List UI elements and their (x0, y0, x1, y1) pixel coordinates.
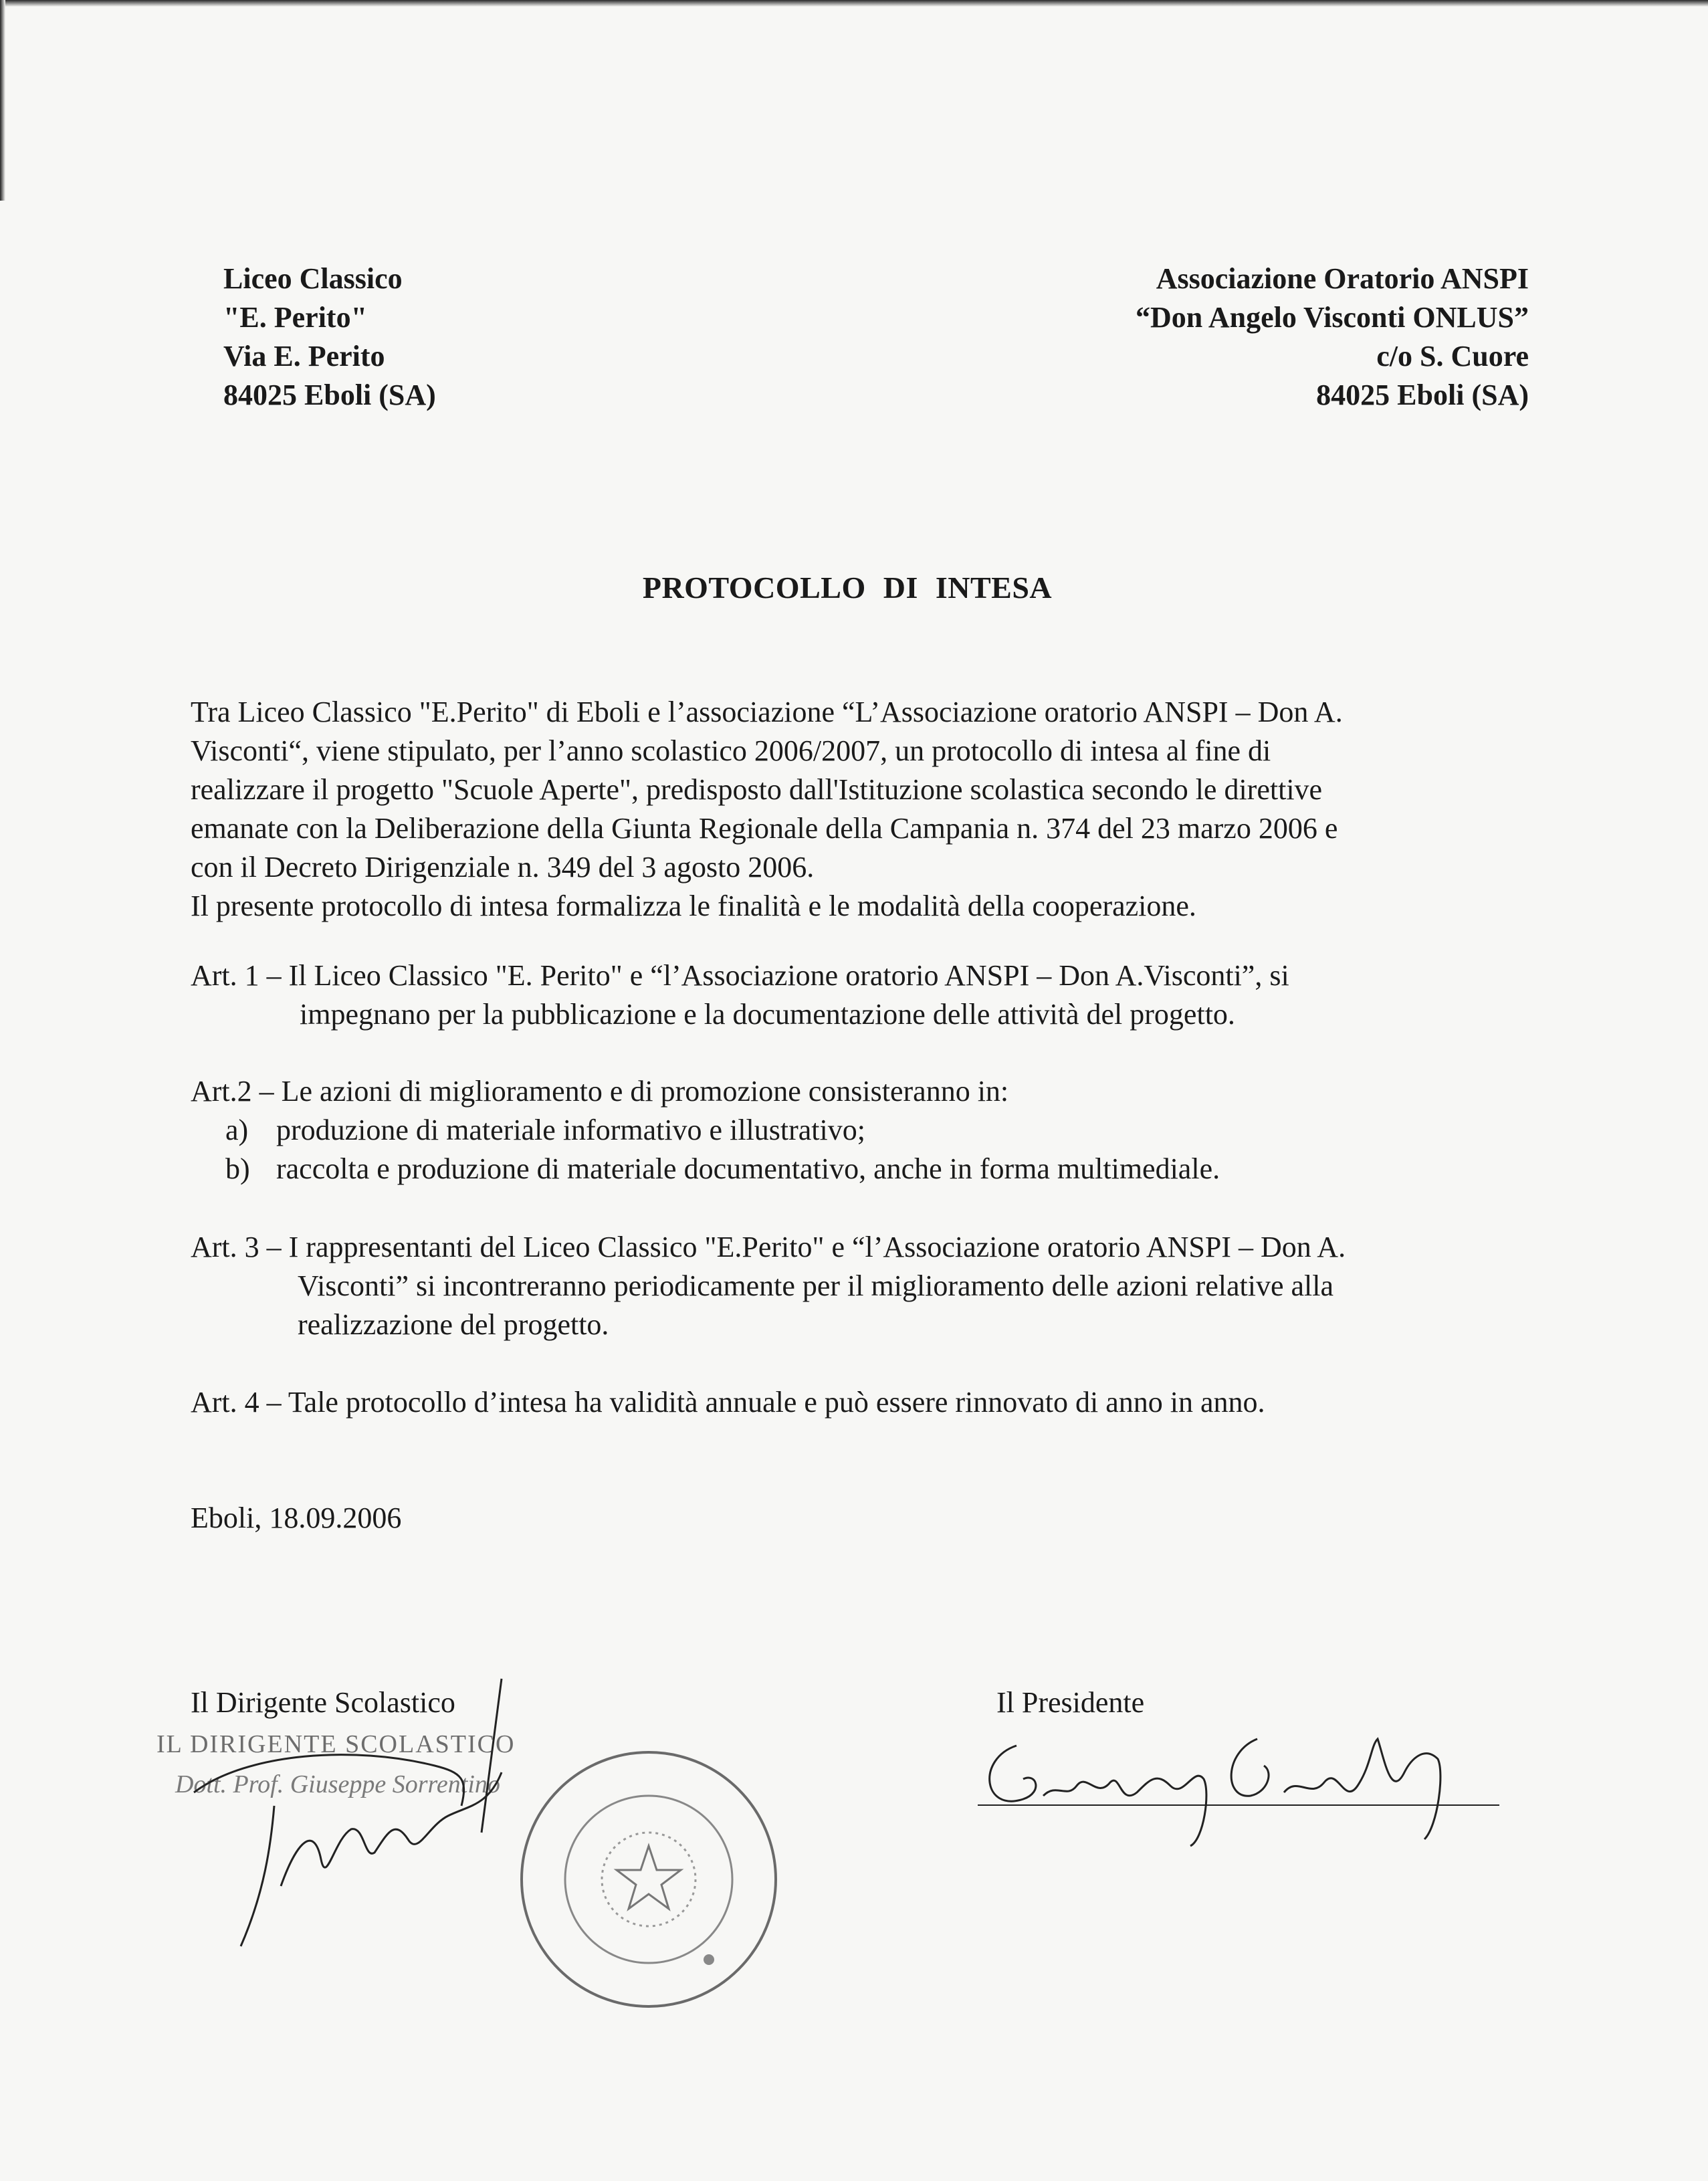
article-line: realizzazione del progetto. (298, 1308, 609, 1341)
intro-line: con il Decreto Dirigenziale n. 349 del 3 agosto 2006. (191, 851, 815, 884)
article-1 (191, 956, 1289, 1034)
list-item-label: a) (225, 1114, 249, 1146)
list-item (191, 1111, 1220, 1150)
right-signature-line (978, 1804, 1499, 1806)
scan-edge-left (0, 0, 5, 201)
intro-paragraph (191, 693, 1521, 926)
article-line: Art. 3 – I rappresentanti del Liceo Classico "E.Perito" e “l’Associazione oratorio ANSPI – Don A. (191, 1231, 1346, 1263)
left-signature-label: Il Dirigente Scolastico (191, 1686, 455, 1719)
recipient-line: c/o S. Cuore (1376, 340, 1529, 373)
intro-line: realizzare il progetto "Scuole Aperte", predisposto dall'Istituzione scolastica secondo le direttive (191, 773, 1323, 806)
document-title-text: PROTOCOLLO DI INTESA (642, 570, 1053, 605)
list-item-label: b) (225, 1152, 250, 1185)
intro-line: Il presente protocollo di intesa formalizza le finalità e le modalità della cooperazione. (191, 890, 1196, 922)
article-line: Art. 1 – Il Liceo Classico "E. Perito" e “l’Associazione oratorio ANSPI – Don A.Visconti”, si (191, 959, 1289, 992)
school-seal-icon (508, 1739, 789, 2020)
stamp-title: IL DIRIGENTE SCOLASTICO (156, 1730, 516, 1758)
list-item (191, 1150, 1220, 1188)
list-item-text: produzione di materiale informativo e illustrativo; (276, 1114, 865, 1146)
recipient-line: Associazione Oratorio ANSPI (1156, 262, 1529, 295)
recipient-line: “Don Angelo Visconti ONLUS” (1136, 301, 1529, 334)
article-line: impegnano per la pubblicazione e la documentazione delle attività del progetto. (300, 998, 1235, 1031)
intro-line: emanate con la Deliberazione della Giunta Regionale della Campania n. 374 del 23 marzo 2006 e (191, 812, 1338, 845)
intro-line: Visconti“, viene stipulato, per l’anno scolastico 2006/2007, un protocollo di intesa al fine di (191, 734, 1271, 767)
article-line: Visconti” si incontreranno periodicamente per il miglioramento delle azioni relative alla (298, 1269, 1334, 1302)
intro-line: Tra Liceo Classico "E.Perito" di Eboli e l’associazione “L’Associazione oratorio ANSPI – Don A. (191, 696, 1343, 728)
recipient-address (1136, 259, 1529, 415)
article-line: Art. 4 – Tale protocollo d’intesa ha validità annuale e può essere rinnovato di anno in anno. (191, 1386, 1265, 1419)
sender-line: 84025 Eboli (SA) (223, 379, 436, 411)
right-signature-label: Il Presidente (996, 1686, 1145, 1719)
article-3 (191, 1228, 1346, 1344)
document-date: Eboli, 18.09.2006 (191, 1501, 402, 1534)
scan-edge-top (0, 0, 1708, 7)
article-4 (191, 1383, 1265, 1422)
article-2 (191, 1072, 1220, 1188)
recipient-line: 84025 Eboli (SA) (1316, 379, 1529, 411)
article-line: Art.2 – Le azioni di miglioramento e di promozione consisteranno in: (191, 1075, 1009, 1108)
document-title (0, 570, 1708, 605)
stamp-name: Dott. Prof. Giuseppe Sorrentino (175, 1770, 500, 1798)
list-item-text: raccolta e produzione di materiale documentativo, anche in forma multimediale. (276, 1152, 1220, 1185)
sender-address (223, 259, 436, 415)
sender-line: Liceo Classico (223, 262, 403, 295)
sender-line: Via E. Perito (223, 340, 385, 373)
sender-line: "E. Perito" (223, 301, 368, 334)
right-signature-icon (970, 1719, 1505, 1866)
